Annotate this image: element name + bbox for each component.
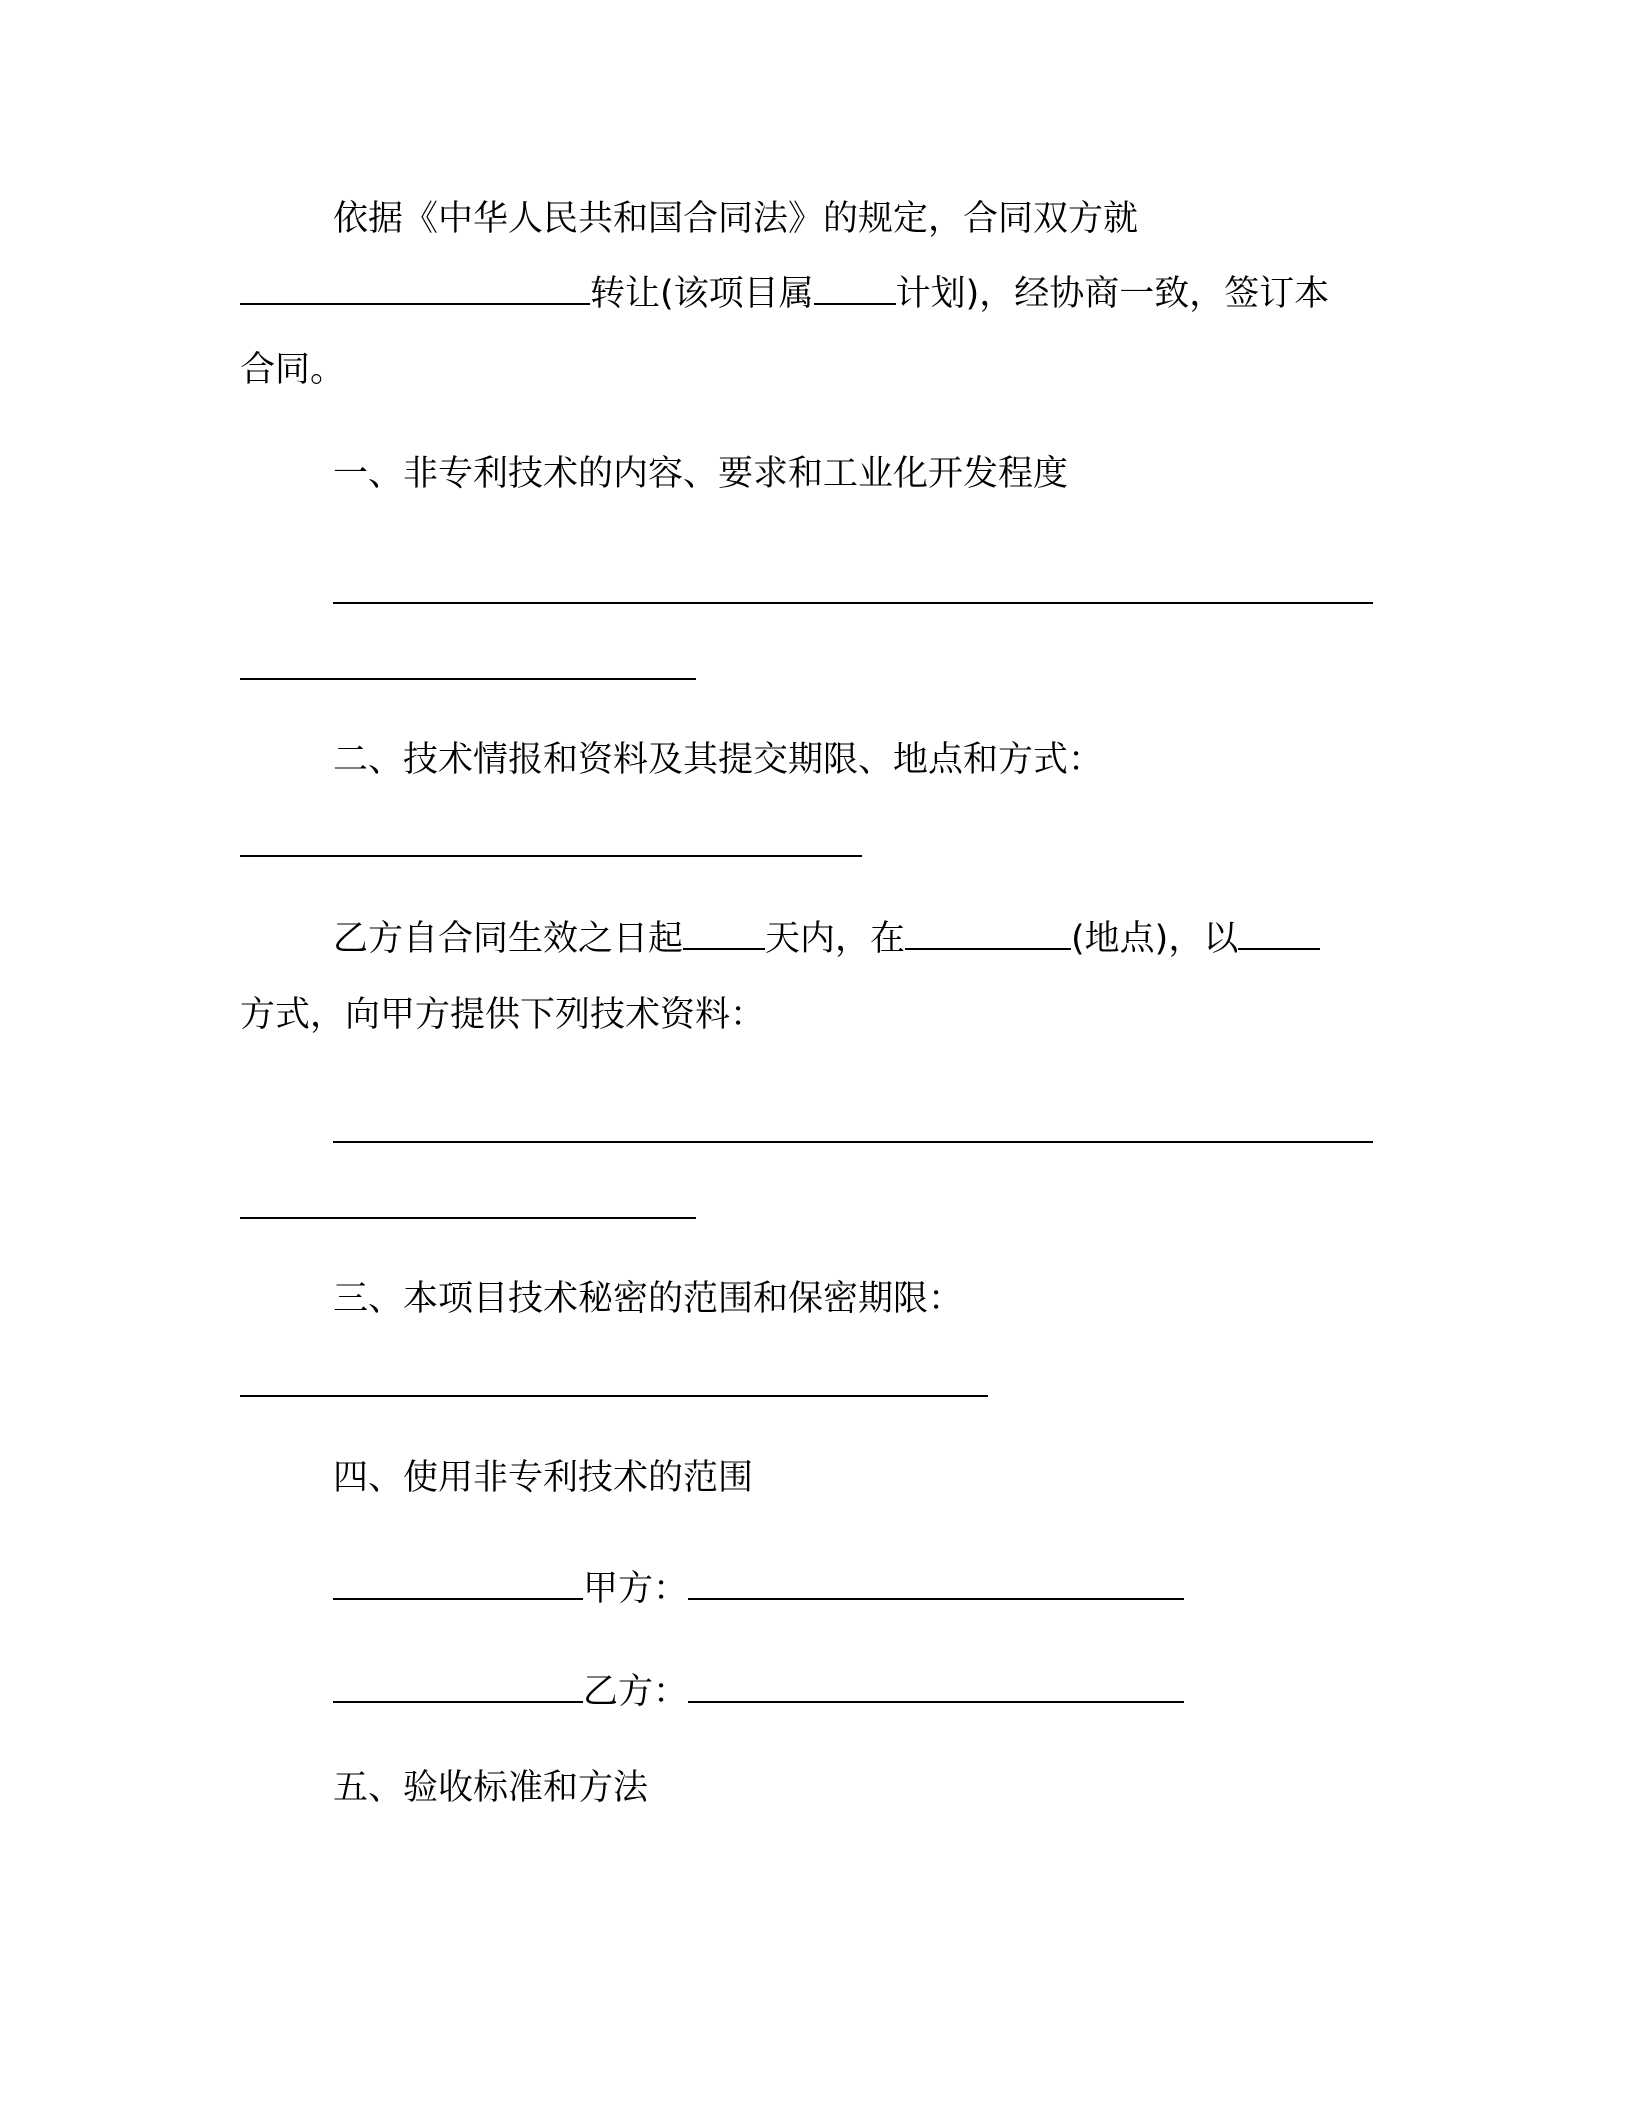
section-5-heading xyxy=(333,1766,648,1810)
party-b-row xyxy=(333,1670,1184,1714)
party-a-row xyxy=(333,1567,1184,1611)
party-a-prefix-blank[interactable] xyxy=(333,1568,583,1600)
preamble-text-1: 依据《中华人民共和国合同法》的规定，合同双方就 xyxy=(333,199,1139,239)
section-2-heading-text: 二、技术情报和资料及其提交期限、地点和方式： xyxy=(333,740,1104,780)
project-name-blank[interactable] xyxy=(240,273,590,305)
section-3-heading xyxy=(333,1277,963,1321)
party-b-blank[interactable] xyxy=(688,1671,1184,1703)
tech-data-fill-line-2[interactable] xyxy=(240,1217,696,1219)
section-4-heading xyxy=(333,1456,753,1500)
location-blank[interactable] xyxy=(905,918,1071,950)
section-1-heading-text: 一、非专利技术的内容、要求和工业化开发程度 xyxy=(333,454,1069,494)
party-b-prefix-blank[interactable] xyxy=(333,1671,583,1703)
section-2-clause-line-1 xyxy=(333,917,1320,961)
method-blank[interactable] xyxy=(1238,918,1320,950)
tech-data-fill-line-1[interactable] xyxy=(333,1141,1373,1143)
preamble-text-3: 合同。 xyxy=(240,350,346,390)
section-2-fill-line[interactable] xyxy=(240,855,862,857)
section-2-clause-line-2 xyxy=(240,993,765,1037)
preamble-line-3 xyxy=(240,348,345,392)
section-5-heading-text: 五、验收标准和方法 xyxy=(333,1768,649,1808)
clause-text-3: (地点)，以 xyxy=(1071,919,1239,959)
preamble-line-2 xyxy=(240,272,1329,316)
party-a-label: 甲方： xyxy=(583,1569,689,1609)
clause-text-4: 方式，向甲方提供下列技术资料： xyxy=(240,995,766,1035)
section-4-heading-text: 四、使用非专利技术的范围 xyxy=(333,1458,754,1498)
clause-text-2: 天内，在 xyxy=(765,919,906,959)
section-3-heading-text: 三、本项目技术秘密的范围和保密期限： xyxy=(333,1279,964,1319)
party-b-label: 乙方： xyxy=(583,1672,689,1712)
section-1-fill-line-1[interactable] xyxy=(333,602,1373,604)
party-a-blank[interactable] xyxy=(688,1568,1184,1600)
section-2-heading xyxy=(333,738,1103,782)
clause-text-1: 乙方自合同生效之日起 xyxy=(333,919,684,959)
preamble-text-2a: 转让(该项目属 xyxy=(590,274,814,314)
days-blank[interactable] xyxy=(683,918,765,950)
section-1-fill-line-2[interactable] xyxy=(240,678,696,680)
plan-name-blank[interactable] xyxy=(814,273,896,305)
preamble-text-2b: 计划)，经协商一致，签订本 xyxy=(895,274,1330,314)
section-1-heading xyxy=(333,452,1068,496)
preamble-line-1 xyxy=(333,197,1138,241)
section-3-fill-line[interactable] xyxy=(240,1395,988,1397)
